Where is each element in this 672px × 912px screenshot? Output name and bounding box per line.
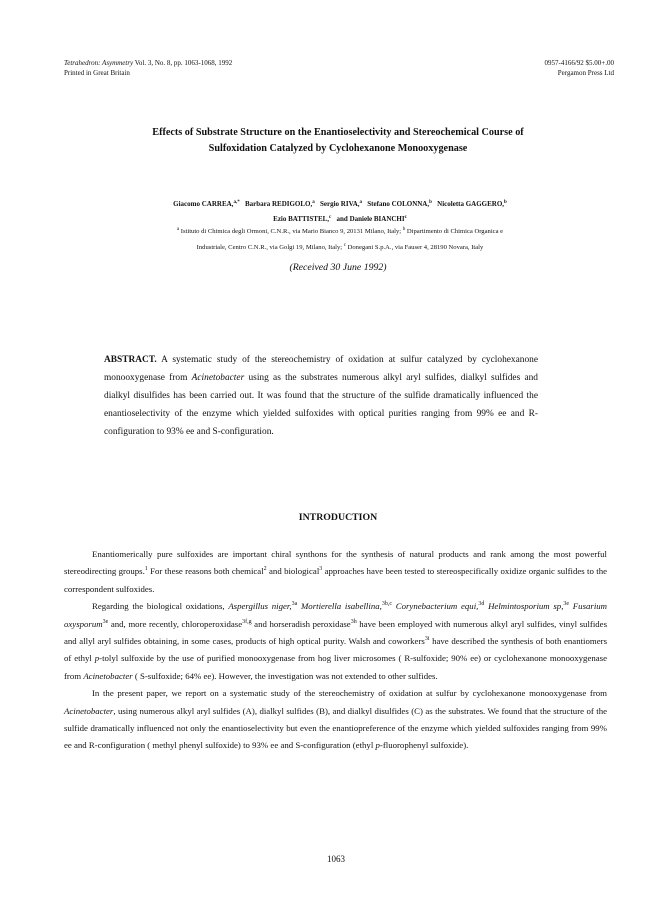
affiliations <box>40 224 640 255</box>
received-suffix: 1992) <box>361 262 387 273</box>
affiliation-text: Donegani S.p.A., via Fauser 4, 28190 Novara, Italy <box>345 243 484 251</box>
author-mark: c <box>329 215 332 220</box>
author-mark: a,* <box>233 200 240 205</box>
author-mark: a <box>312 200 315 205</box>
organism-name: Fusarium oxysporum <box>64 601 608 629</box>
journal-header-right <box>545 58 614 78</box>
text: , using numerous alkyl aryl sulfides (A), dialkyl sulfides (B), and dialkyl disulfides (C) as the substrates. We found that the structure of the sulfide dramatically influenced not only the enantioselectivity but even the enantiopreference of the enzyme which yielded sulfoxides ranging from 99% ee and R-configuration ( methyl phenyl sulfoxide) to 93% ee and S-configuration (ethyl <box>64 705 607 751</box>
text: have described the synthesis of both enantiomers of ethyl <box>64 636 607 664</box>
affiliation-mark: a <box>176 227 180 232</box>
organism-name: Corynebacterium equi, <box>392 601 479 612</box>
text: -fluorophenyl sulfoxide). <box>379 740 469 751</box>
text: -tolyl sulfoxide by the use of purified monooxygenase from hog liver microsomes ( R-sulfoxide; 90% ee) or cyclohexanone monooxygenase from <box>64 653 607 681</box>
text: Enantiomerically pure sulfoxides are important chiral synthons for the synthesis of natural products and rank among the most powerful stereodirecting groups. <box>64 549 607 577</box>
citation-ref: 3e <box>102 618 109 625</box>
author-name: Stefano COLONNA, <box>367 200 430 208</box>
received-prefix: (Received 30 <box>289 262 343 273</box>
abstract <box>104 351 538 441</box>
author-name: and Daniele BIANCHI <box>336 215 405 223</box>
paper-title <box>70 125 606 156</box>
organism-name: Acinetobacter <box>64 705 114 716</box>
italic-prefix: p <box>94 653 100 664</box>
author-line-1 <box>40 197 640 212</box>
abstract-text: A systematic study of the stereochemistry of oxidation at sulfur catalyzed by cyclohexanone monooxygenase from <box>104 355 538 383</box>
author-name: Ezio BATTISTEL, <box>273 215 330 223</box>
text: approaches have been tested to stereospecifically oxidize organic sulfides to the correspondent sulfoxides. <box>64 566 607 594</box>
author-mark: a <box>359 200 363 205</box>
citation-ref: 3h <box>350 618 357 625</box>
title-line-2: Sulfoxidation Catalyzed by Cyclohexanone Monooxygenase <box>208 142 468 154</box>
text: and, more recently, chloroperoxidase <box>108 618 243 629</box>
received-month: June <box>342 262 362 273</box>
title-line-1: Effects of Substrate Structure on the Enantioselectivity and Stereochemical Course of <box>152 127 524 138</box>
organism-name: Mortierella isabellina, <box>297 601 382 612</box>
affiliation-line-2 <box>40 240 640 256</box>
author-mark: b <box>429 200 432 205</box>
text: and horseradish peroxidase <box>251 618 351 629</box>
citation-ref: 3b,c <box>381 601 392 608</box>
paragraph <box>64 685 607 755</box>
author-name: Giacomo CARREA, <box>173 200 234 208</box>
affiliation-text: Industriale, Centro C.N.R., via Golgi 19, Milano, Italy; <box>196 243 344 251</box>
affiliation-text: Dipartimento di Chimica Organica e <box>405 228 504 235</box>
publisher: Pergamon Press Ltd <box>557 69 614 77</box>
citation-ref: 1 <box>144 566 148 573</box>
organism-name: Aspergillus niger, <box>228 601 292 612</box>
author-mark: b <box>504 200 507 205</box>
organism-name: Acinetobacter <box>83 670 133 681</box>
citation-ref: 2 <box>263 566 267 573</box>
abstract-organism: Acinetobacter <box>191 373 245 383</box>
abstract-text: using as the substrates numerous alkyl aryl sulfides, dialkyl sulfides and dialkyl disulfides has been carried out. It was found that the structure of the sulfide dramatically influenced the enantioselectivity of the enzyme which yielded sulfoxides with optical purities ranging from 99% ee and R-configuration to 93% ee and S-configuration. <box>104 373 538 437</box>
text: In the present paper, we report on a systematic study of the stereochemistry of oxidation at sulfur by cyclohexanone monooxygenase from <box>92 688 607 699</box>
affiliation-text: Istituto di Chimica degli Ormoni, C.N.R., via Mario Bianco 9, 20131 Milano, Italy; <box>179 228 403 235</box>
issn-code: 0957-4166/92 $5.00+.00 <box>544 59 614 67</box>
citation-ref: 3f,g <box>242 618 252 625</box>
printed-in: Printed in Great Britain <box>64 69 130 77</box>
journal-name: Tetrahedron: Asymmetry <box>64 59 134 67</box>
citation-ref: 3i <box>424 636 430 643</box>
author-list <box>40 197 640 227</box>
citation-ref: 3e <box>563 601 570 608</box>
abstract-label: ABSTRACT. <box>104 355 157 365</box>
affiliation-mark: c <box>343 242 346 248</box>
page-number: 1063 <box>327 854 345 864</box>
section-heading: INTRODUCTION <box>298 512 378 523</box>
author-name: Sergio RIVA, <box>319 200 360 208</box>
author-mark: c <box>404 215 407 220</box>
journal-header-left <box>64 58 232 78</box>
text: have been employed with numerous alkyl aryl sulfides, vinyl sulfides and allyl aryl sulfides obtaining, in some cases, products of high optical purity. Walsh and coworkers <box>64 618 607 647</box>
author-name: Barbara REDIGOLO, <box>244 200 313 208</box>
received-date <box>70 262 606 273</box>
text: ( S-sulfoxide; 64% ee). However, the investigation was not extended to other sulfides. <box>132 670 438 681</box>
text: Regarding the biological oxidations, <box>92 601 229 612</box>
organism-name: Helmintosporium sp, <box>484 601 564 612</box>
affiliation-mark: b <box>402 227 406 232</box>
paragraph <box>64 598 607 685</box>
journal-citation: Vol. 3, No. 8, pp. 1063-1068, 1992 <box>133 59 233 67</box>
citation-ref: 3a <box>291 601 298 608</box>
introduction-body <box>64 546 607 755</box>
paragraph <box>64 546 607 598</box>
text: and biological <box>266 566 320 577</box>
citation-ref: 3d <box>478 601 485 608</box>
text: For these reasons both chemical <box>147 566 264 577</box>
italic-prefix: p <box>375 740 380 751</box>
affiliation-line-1 <box>40 224 640 240</box>
citation-ref: 3 <box>319 566 323 573</box>
author-name: Nicoletta GAGGERO, <box>437 200 505 208</box>
